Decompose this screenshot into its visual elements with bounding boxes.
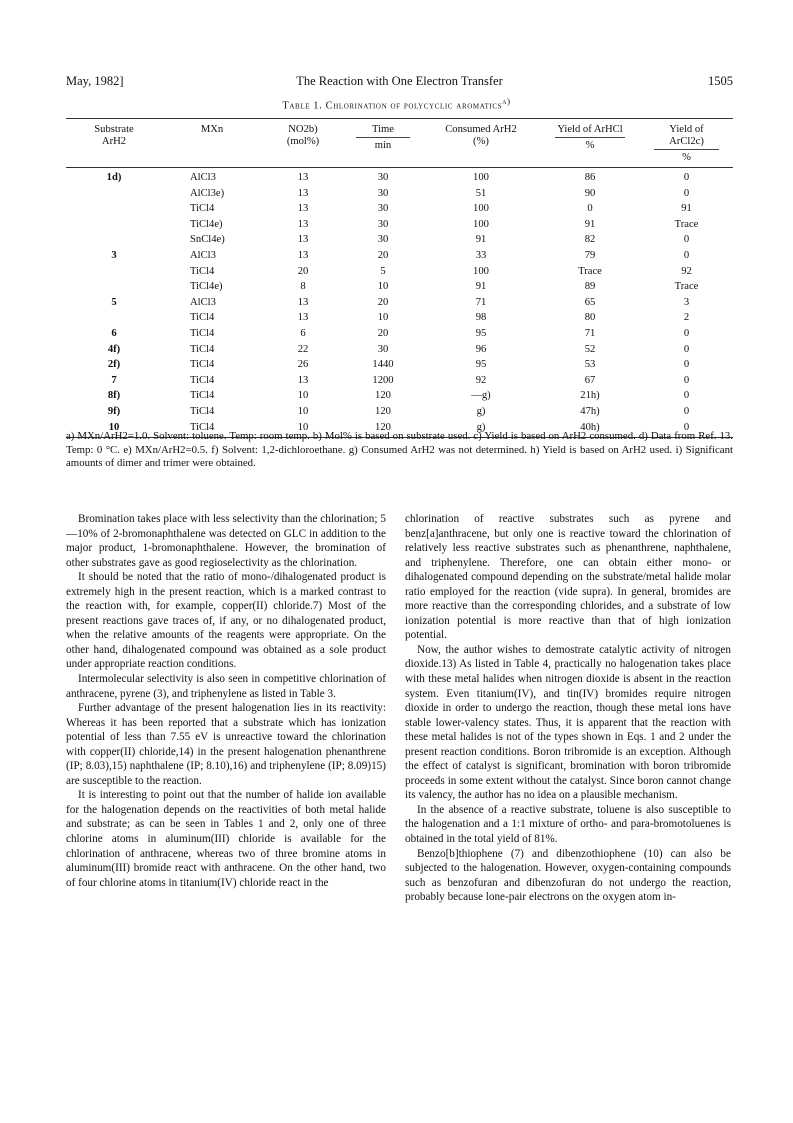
table-cell: 65 — [584, 296, 596, 308]
col-consumed: Consumed ArH2 (%) — [422, 119, 540, 168]
paragraph: It should be noted that the ratio of mono-/dihalogenated product is extremely high in the present reaction, which is a marked contrast to the reaction with, for example, copper(II) chloride.7) Most of the present reactions gave traces of, if any, or no dihalogenated product, when the relative amounts of the reagents were appropriate. On the other hand, dihalogenated compound was obtained as a sole product under appropriate reaction conditions. — [66, 571, 386, 671]
table-row — [66, 342, 733, 358]
table-cell: 52 — [584, 343, 596, 355]
table-cell — [66, 279, 162, 295]
table-cell: 21h) — [580, 390, 600, 402]
table-cell: 120 — [344, 420, 422, 438]
table-header-row — [66, 119, 733, 168]
table-cell: 98 — [475, 312, 487, 324]
table-cell: g) — [422, 420, 540, 438]
table-cell: TiCl4 — [190, 359, 215, 371]
table-cell: 9f) — [107, 405, 121, 417]
table-cell: 67 — [584, 374, 596, 386]
table-cell: 0 — [683, 234, 690, 246]
table-cell: 96 — [475, 343, 487, 355]
col-yield-arcl2: Yield of ArCl2c) % — [640, 119, 733, 168]
table-cell: 13 — [297, 312, 309, 324]
table-cell: 2 — [683, 312, 690, 324]
table-cell: TiCl4 — [190, 312, 215, 324]
table-cell: 79 — [584, 249, 596, 261]
table-row — [66, 248, 733, 264]
table-caption-sup: a) — [502, 96, 511, 106]
table-cell: 0 — [640, 420, 733, 438]
table-cell: AlCl3 — [190, 172, 216, 183]
table-cell: 30 — [377, 218, 389, 230]
table-cell — [66, 186, 162, 202]
table-footnotes: a) MXn/ArH2=1.0. Solvent: toluene. Temp: room temp. b) Mol% is based on substrate used. c) Yield is based on ArH2 consumed. d) Data from Ref. 13. Temp: 0 °C. e) MXn/ArH2=0.5. f) Solvent: 1,2-dichloroethane. g) Consumed ArH2 was not determined. h) Yield is based on ArH2 used. i) Significant amounts of dimer and trimer were obtained. — [66, 430, 733, 470]
table-cell: 0 — [683, 390, 690, 402]
table-cell: 13 — [297, 249, 309, 261]
table-cell: 13 — [297, 172, 309, 183]
running-header — [66, 74, 733, 90]
table-cell: 20 — [297, 265, 309, 277]
table-cell: 91 — [475, 234, 487, 246]
table-row — [66, 373, 733, 389]
table-cell: 30 — [377, 234, 389, 246]
table-cell: 30 — [377, 203, 389, 215]
table-cell: 13 — [297, 218, 309, 230]
table-cell: 92 — [475, 374, 487, 386]
table-cell: 20 — [377, 249, 389, 261]
paragraph: Bromination takes place with less selectivity than the chlorination; 5—10% of 2-bromonaphthalene was detected on GLC in addition to the major product, 1-bromonaphthalene. However, the bromination of other substrates gave as good regioselectivity as the chlorination. — [66, 513, 386, 569]
table-cell: 10 — [297, 390, 309, 402]
paragraph: It is interesting to point out that the number of halide ion available for the halogenation depends on the reactivities of both metal halide and substrate; as can be seen in Tables 1 and 2, only one of three chlorine atoms in aluminum(III) chloride is available for the chlorination of anthracene, whereas two of three bromine atoms in aluminum(III) bromide react with anthracene. On the other hand, two of four chlorine atoms in titanium(IV) chloride react in the — [66, 789, 386, 889]
left-column — [66, 512, 386, 890]
table-cell: 22 — [297, 343, 309, 355]
table-cell: 7 — [111, 374, 117, 386]
table-cell: 1d) — [106, 172, 122, 183]
table-cell: TiCl4e) — [190, 218, 223, 230]
table-cell: TiCl4 — [190, 327, 215, 339]
table-cell: TiCl4 — [190, 374, 215, 386]
table-cell: 120 — [375, 405, 391, 417]
table-row — [66, 201, 733, 217]
table-cell: TiCl4 — [190, 390, 215, 402]
table-cell: 3 — [111, 249, 117, 261]
table-row — [66, 357, 733, 373]
table-cell: 5 — [380, 265, 386, 277]
table-cell: 47h) — [580, 405, 600, 417]
table-cell: TiCl4 — [190, 265, 215, 277]
table-row — [66, 232, 733, 248]
table-cell: 100 — [473, 218, 489, 230]
table-cell: 0 — [683, 343, 690, 355]
table-cell: 95 — [475, 359, 487, 371]
table-cell: 120 — [375, 390, 391, 402]
paragraph: Intermolecular selectivity is also seen in competitive chlorination of anthracene, pyrene (3), and triphenylene as listed in Table 3. — [66, 673, 386, 700]
table-cell: 5 — [111, 296, 117, 308]
paragraph: Further advantage of the present halogenation lies in its reactivity: Whereas it has been reported that a substrate which has ionization potential of less than 7.55 eV is unreactive toward the chlorination with copper(II) chloride,14) in the present halogenation phenanthrene (IP; 8.03),15) naphthalene (IP; 8.10),16) and triphenylene (IP; 8.09)15) are susceptible to the reaction. — [66, 702, 386, 787]
table-cell: 10 — [262, 420, 344, 438]
table-cell: 10 — [297, 405, 309, 417]
table-cell: Trace — [674, 281, 699, 293]
table-cell: 10 — [66, 420, 162, 438]
table-cell: 91 — [681, 203, 692, 215]
table-cell: 51 — [475, 187, 487, 199]
table-cell: TiCl4 — [190, 203, 215, 215]
table-cell: 13 — [297, 187, 309, 199]
col-no2: NO2b) (mol%) — [262, 119, 344, 168]
table-cell: 82 — [584, 234, 596, 246]
table-cell — [66, 232, 162, 248]
table-cell: 91 — [584, 218, 596, 230]
table-cell — [66, 201, 162, 217]
table-cell: 100 — [473, 265, 489, 277]
table-cell: 20 — [377, 327, 389, 339]
table-row — [66, 186, 733, 202]
table-cell: 53 — [584, 359, 596, 371]
table-cell: 33 — [475, 249, 487, 261]
table-cell: 30 — [377, 343, 389, 355]
table-row — [66, 264, 733, 280]
table-cell: —g) — [471, 390, 491, 402]
paragraph: Now, the author wishes to demostrate catalytic activity of nitrogen dioxide.13) As listed in Table 4, practically no halogenation takes place with these metal halides when nitrogen dioxide is absent in the reaction system. Even titanium(IV), and tin(IV) bromides require nitrogen dioxide in order to undergo the reaction, though these metal ions have stable lower-valency states. Thus, it is apparent that the reaction with these metal halides is not of the types shown in Eqs. 1 and 2 under the present reaction conditions. Boron tribromide is an exception. Although the effect of catalyst is significant, bromination with boron tribromide proceeds in some extent without the catalyst. Since boron cannot change its valency, the author has no idea on a plausible mechanism. — [405, 643, 731, 802]
table-body — [66, 168, 733, 438]
table-cell: 89 — [584, 281, 596, 293]
table-cell: 95 — [475, 327, 487, 339]
table-cell: 20 — [377, 296, 389, 308]
table-cell: 26 — [297, 359, 309, 371]
chlorination-table — [66, 118, 733, 438]
col-time: Time min — [344, 119, 422, 168]
table-cell: 91 — [475, 281, 487, 293]
table-cell: 0 — [683, 374, 690, 386]
table-cell: Trace — [674, 218, 699, 230]
table-cell: AlCl3 — [190, 296, 216, 308]
table-cell: 13 — [297, 374, 309, 386]
table-cell — [66, 264, 162, 280]
table-cell: g) — [476, 405, 486, 417]
table-cell: 13 — [297, 203, 309, 215]
header-date: May, 1982] — [66, 74, 124, 88]
col-mxn: MXn — [162, 119, 262, 168]
table-row — [66, 168, 733, 186]
table-cell: 0 — [587, 203, 593, 215]
table-cell: 0 — [683, 187, 690, 199]
table-cell: SnCl4e) — [190, 234, 225, 246]
table-row — [66, 388, 733, 404]
table-row — [66, 326, 733, 342]
table-row — [66, 217, 733, 233]
table-cell: 80 — [584, 312, 596, 324]
table-row — [66, 310, 733, 326]
table-cell: 10 — [377, 281, 389, 293]
table-cell: TiCl4 — [190, 405, 215, 417]
table-cell: 10 — [377, 312, 389, 324]
table-cell: 92 — [681, 265, 692, 277]
paragraph: chlorination of reactive substrates such as pyrene and benz[a]anthracene, but only one is reactive toward the chlorination of relatively less reactive substrates such as phenanthrene, naphthalene, and triphenylene. Therefore, one can obtain either mono- or dihalogenated compound depending on the substrate/metal halide molar ratio employed for the reaction (vide supra). In general, bromides are more reactive than the corresponding chlorides, and a substrate of low ionization potential is more reactive than that of high ionization potential. — [405, 513, 731, 642]
table-cell: 6 — [300, 327, 306, 339]
paragraph: Benzo[b]thiophene (7) and dibenzothiophene (10) can also be subjected to the halogenation. However, oxygen-containing compounds such as benzofuran and dibenzofuran do not undergo the reaction, probably because lone-pair electrons on the oxygen atom in- — [405, 847, 731, 904]
table-cell: Trace — [578, 265, 602, 277]
table-cell: 71 — [475, 296, 487, 308]
header-page-number: 1505 — [708, 74, 733, 88]
table-cell: 6 — [111, 327, 117, 339]
table-cell: TiCl4 — [190, 343, 215, 355]
table-row — [66, 295, 733, 311]
table-cell: 30 — [377, 172, 389, 183]
col-yield-arhcl: Yield of ArHCl % — [540, 119, 640, 168]
table-cell: 2f) — [107, 359, 121, 371]
table-cell: AlCl3e) — [190, 187, 225, 199]
table-cell: 0 — [683, 327, 690, 339]
table-cell: 0 — [683, 359, 690, 371]
col-substrate: Substrate ArH2 — [66, 119, 162, 168]
table-cell: 71 — [584, 327, 596, 339]
table-cell: 86 — [584, 172, 596, 183]
right-column — [405, 512, 731, 905]
table-cell: 13 — [297, 234, 309, 246]
table-row — [66, 404, 733, 420]
table-caption-text: Table 1. Chlorination of polycyclic aromatics — [282, 100, 503, 112]
table-cell: 100 — [473, 203, 489, 215]
table-cell: 30 — [377, 187, 389, 199]
table-cell: TiCl4e) — [190, 281, 223, 293]
table-cell — [66, 310, 162, 326]
table-cell: 0 — [683, 249, 690, 261]
table-cell: 4f) — [107, 343, 121, 355]
table-caption — [0, 96, 793, 112]
table-cell: 1200 — [372, 374, 394, 386]
table-cell: 8f) — [107, 390, 121, 402]
table-cell: 40h) — [540, 420, 640, 438]
table-cell: 1440 — [372, 359, 394, 371]
table-cell: 0 — [683, 405, 690, 417]
table-cell: 90 — [584, 187, 596, 199]
paragraph: In the absence of a reactive substrate, toluene is also susceptible to the halogenation and a 1:1 mixture of ortho- and para-bromotoluenes is obtained in the total yield of 81%. — [405, 803, 731, 846]
table-cell: 100 — [473, 172, 489, 183]
table-cell — [66, 217, 162, 233]
table-cell: TiCl4 — [162, 420, 262, 438]
table-cell: 0 — [683, 172, 690, 183]
table-cell: AlCl3 — [190, 249, 216, 261]
table-cell: 3 — [683, 296, 690, 308]
table-cell: 13 — [297, 296, 309, 308]
table-cell: 8 — [300, 281, 306, 293]
header-title: The Reaction with One Electron Transfer — [296, 74, 503, 88]
table-row — [66, 279, 733, 295]
